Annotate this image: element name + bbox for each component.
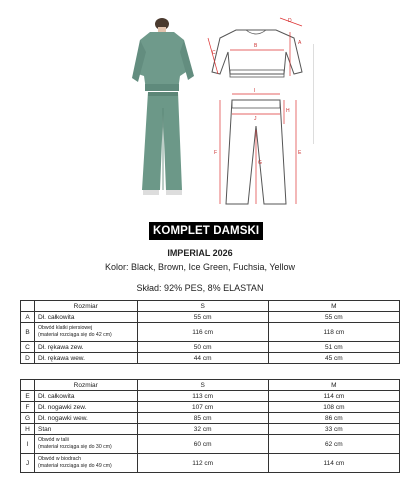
row-name: Obwód klatki piersiowej <box>37 325 93 331</box>
row-value-m: 118 cm <box>268 323 399 342</box>
table-row <box>21 413 400 424</box>
svg-text:I: I <box>254 88 256 94</box>
row-code: F <box>21 402 35 413</box>
header-size-m: M <box>268 301 399 312</box>
row-value-s: 107 cm <box>137 402 268 413</box>
row-name: Dł. nogawki zew. <box>34 402 137 413</box>
row-code: H <box>21 424 35 435</box>
row-value-m: 55 cm <box>268 312 399 323</box>
row-code: J <box>21 454 35 473</box>
table-row <box>21 353 400 364</box>
svg-text:A: A <box>298 40 302 46</box>
header-size-label: Rozmiar <box>34 380 137 391</box>
row-code: A <box>21 312 35 323</box>
row-name: Dł. całkowita <box>34 312 137 323</box>
row-note: (materiał rozciąga się do 42 cm) <box>37 332 112 338</box>
row-value-m: 62 cm <box>268 435 399 454</box>
row-value-m: 45 cm <box>268 353 399 364</box>
row-note: (materiał rozciąga się do 30 cm) <box>37 444 112 450</box>
header-size-s: S <box>137 380 268 391</box>
page-title: KOMPLET DAMSKI <box>149 222 263 240</box>
row-value-s: 55 cm <box>137 312 268 323</box>
row-name-cell <box>34 435 137 454</box>
table-row <box>21 342 400 353</box>
header-size-m: M <box>268 380 399 391</box>
row-name-cell <box>34 454 137 473</box>
table-row <box>21 402 400 413</box>
row-name: Stan <box>34 424 137 435</box>
row-code: C <box>21 342 35 353</box>
composition: Skład: 92% PES, 8% ELASTAN <box>136 283 264 293</box>
table-header-row <box>21 301 400 312</box>
row-value-s: 60 cm <box>137 435 268 454</box>
svg-text:D: D <box>288 18 292 24</box>
table-row <box>21 435 400 454</box>
svg-text:H: H <box>286 108 290 114</box>
row-name: Dł. rękawa zew. <box>34 342 137 353</box>
row-value-s: 85 cm <box>137 413 268 424</box>
svg-text:J: J <box>254 116 257 122</box>
header-code-cell <box>21 380 35 391</box>
table-row <box>21 454 400 473</box>
measurement-diagram <box>206 14 314 210</box>
diagram-divider <box>313 44 314 144</box>
row-code: E <box>21 391 35 402</box>
row-value-m: 33 cm <box>268 424 399 435</box>
size-table-top <box>20 300 400 364</box>
row-name: Obwód w talii <box>37 437 69 443</box>
table-row <box>21 391 400 402</box>
header-size-s: S <box>137 301 268 312</box>
row-value-s: 113 cm <box>137 391 268 402</box>
row-value-m: 86 cm <box>268 413 399 424</box>
svg-text:F: F <box>214 150 218 156</box>
table-row <box>21 323 400 342</box>
row-name-cell <box>34 323 137 342</box>
product-name: IMPERIAL 2026 <box>167 248 233 258</box>
table-row <box>21 424 400 435</box>
header-size-label: Rozmiar <box>34 301 137 312</box>
row-name: Dł. całkowita <box>34 391 137 402</box>
row-name: Dł. nogawki wew. <box>34 413 137 424</box>
table-header-row <box>21 380 400 391</box>
table-row <box>21 312 400 323</box>
size-table-bottom <box>20 379 400 473</box>
row-value-m: 114 cm <box>268 454 399 473</box>
row-name: Obwód w biodrach <box>37 456 81 462</box>
row-code: G <box>21 413 35 424</box>
row-code: I <box>21 435 35 454</box>
header-code-cell <box>21 301 35 312</box>
svg-text:G: G <box>258 160 262 166</box>
row-code: B <box>21 323 35 342</box>
svg-text:E: E <box>298 150 302 156</box>
color-list: Kolor: Black, Brown, Ice Green, Fuchsia, Yellow <box>104 262 296 272</box>
row-name: Dł. rękawa wew. <box>34 353 137 364</box>
row-value-m: 114 cm <box>268 391 399 402</box>
row-value-s: 32 cm <box>137 424 268 435</box>
row-note: (materiał rozciąga się do 49 cm) <box>37 463 112 469</box>
row-value-s: 112 cm <box>137 454 268 473</box>
row-value-m: 51 cm <box>268 342 399 353</box>
svg-text:B: B <box>254 43 258 49</box>
svg-text:C: C <box>212 50 216 56</box>
row-value-s: 50 cm <box>137 342 268 353</box>
row-value-s: 116 cm <box>137 323 268 342</box>
row-value-m: 108 cm <box>268 402 399 413</box>
product-photo <box>126 18 200 198</box>
row-value-s: 44 cm <box>137 353 268 364</box>
row-code: D <box>21 353 35 364</box>
